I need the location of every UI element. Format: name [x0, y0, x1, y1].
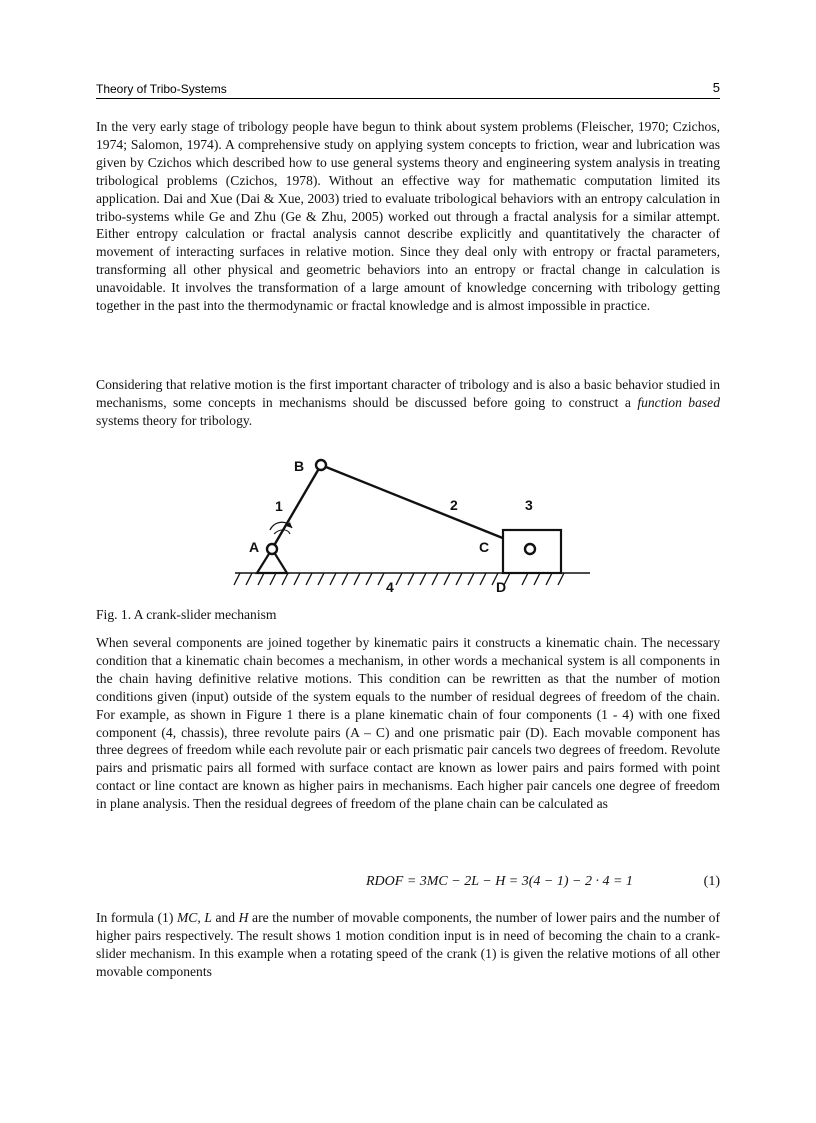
p4-text-a: In formula (1)	[96, 910, 177, 925]
joint-b	[316, 460, 326, 470]
joint-a	[267, 544, 277, 554]
p4-text-d: are the number of movable components, the number of lower pairs and the number of higher pairs respectively. The result shows 1 motion condition input is in need of becoming the chain to a crank-slider mechanism. In this example when a rotating speed of the crank (1) is given the relative motions of all other movable components	[96, 910, 720, 979]
label-4: 4	[386, 579, 394, 595]
paragraph-relative-motion-text-b: systems theory for tribology.	[96, 412, 253, 428]
paragraph-intro: In the very early stage of tribology people have begun to think about system problems (Fleischer, 1970; Czichos, 1974; Salomon, 1974). A comprehensive study on applying system concepts to friction, wear and lubrication was given by Czichos which described how to use general systems theory and engineering system analysis in treating tribological problems (Czichos, 1978). Without an effective way for mathematic computation limited its application. Dai and Xue (Dai & Xue, 2003) tried to evaluate tribological behaviors with an entropy calculation in tribo-systems while Ge and Zhu (Ge & Zhu, 2005) worked out through a fractal analysis for a similar attempt. Either entropy calculation or fractal analysis cannot describe explicitly and quantitatively the character of movement of interacting surfaces in relative motion. Since they deal only with entropy or fractal parameters, transforming all other physical and geometric behaviors into an entropy or fractal change in calculation is unavoidable. It involves the transformation of a large amount of knowledge concerning with tribology getting together in the past into the thermodynamic or fractal knowledge and is almost impossible in practice.	[96, 119, 720, 314]
function-based-emphasis: function based	[637, 394, 720, 410]
formula-number: (1)	[703, 874, 720, 889]
ground-hatching	[234, 573, 564, 585]
paragraph-relative-motion	[96, 376, 720, 430]
paragraph-formula-explanation	[96, 909, 720, 981]
label-b: B	[294, 458, 305, 474]
formula-rdof	[96, 874, 720, 896]
page-number: 5	[712, 80, 720, 95]
connecting-rod	[321, 465, 530, 549]
running-header-title: Theory of Tribo-Systems	[96, 82, 227, 96]
label-a: A	[249, 539, 260, 555]
label-d: D	[496, 579, 507, 595]
p4-var-mc: MC	[176, 910, 198, 925]
label-c: C	[479, 539, 490, 555]
p4-var-h: H	[238, 910, 249, 925]
formula-expression: RDOF = 3MC − 2L − H = 3(4 − 1) − 2 · 4 = 1	[366, 874, 633, 889]
crank-slider-figure	[230, 448, 590, 598]
paragraph-kinematic-chain: When several components are joined together by kinematic pairs it constructs a kinematic chain. The necessary condition that a kinematic chain becomes a mechanism, in other words a mechanical system is all components in the chain having definitive relative motions. This condition can be rewritten as that the number of motion conditions given (input) outside of the system equals to the number of residual degrees of freedom of the chain. For example, as shown in Figure 1 there is a plane kinematic chain of four components (1 - 4) with one fixed component (4, chassis), three revolute pairs (A – C) and one prismatic pair (D). Each movable component has three degrees of freedom while each revolute pair or each prismatic pair cancels two degrees of freedom. Revolute pairs and prismatic pairs all formed with surface contact are known as lower pairs and pairs formed with point contact or line contact are known as higher pairs in mechanisms. Each higher pair cancels one degree of freedom in plane analysis. Then the residual degrees of freedom of the plane chain can be calculated as	[96, 635, 720, 812]
joint-c	[525, 544, 535, 554]
running-header	[96, 82, 720, 99]
label-1: 1	[275, 498, 283, 514]
label-3: 3	[525, 497, 533, 513]
paragraph-relative-motion-text-a: Considering that relative motion is the first important character of tribology and is also a basic behavior studied in mechanisms, some concepts in mechanisms should be discussed before going to construct a	[96, 377, 720, 410]
p4-text-b: ,	[197, 910, 205, 925]
figure-caption: Fig. 1. A crank-slider mechanism	[96, 607, 277, 622]
label-2: 2	[450, 497, 458, 513]
p4-var-l: L	[204, 910, 212, 925]
p4-text-c: and	[211, 910, 239, 925]
